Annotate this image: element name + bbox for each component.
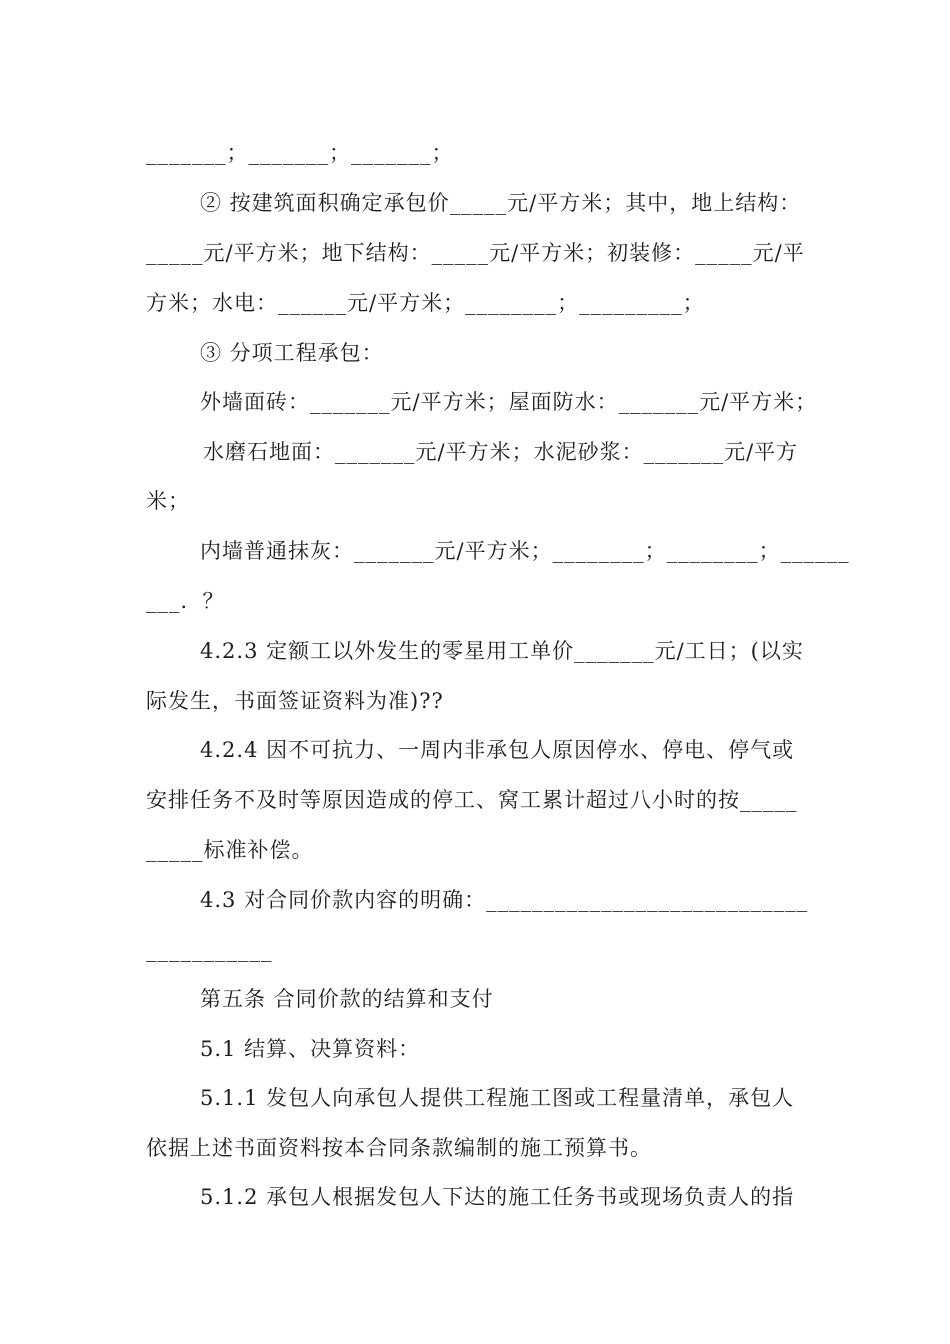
text-line-15: _____标准补偿。 <box>146 838 314 862</box>
text-line-14: 安排任务不及时等原因造成的停工、窝工累计超过八小时的按_____ <box>146 788 798 812</box>
text-line-4: 方米；水电：______元/平方米；________；_________； <box>146 291 705 315</box>
text-line-11: 4.2.3 定额工以外发生的零星用工单价_______元/工日；(以实 <box>200 639 804 663</box>
text-line-19: 5.1 结算、决算资料： <box>200 1037 421 1061</box>
text-line-22: 5.1.2 承包人根据发包人下达的施工任务书或现场负责人的指 <box>200 1185 795 1209</box>
text-line-7: 水磨石地面：_______元/平方米；水泥砂浆：_______元/平方 <box>203 440 799 464</box>
text-line-17: ___________ <box>146 938 273 962</box>
text-line-16: 4.3 对合同价款内容的明确：____________________________ <box>200 888 809 912</box>
text-line-20: 5.1.1 发包人向承包人提供工程施工图或工程量清单，承包人 <box>200 1086 795 1110</box>
text-line-5: ③ 分项工程承包： <box>200 341 384 365</box>
text-line-12: 际发生，书面签证资料为准)?? <box>146 689 444 713</box>
text-line-1: _______；_______；_______； <box>146 141 454 165</box>
text-line-6: 外墙面砖：_______元/平方米；屋面防水：_______元/平方米； <box>200 390 818 414</box>
text-line-2: ② 按建筑面积确定承包价_____元/平方米；其中，地上结构： <box>200 191 802 215</box>
text-line-9: 内墙普通抹灰：_______元/平方米；________；________；______ <box>200 539 850 563</box>
text-line-3: _____元/平方米；地下结构：_____元/平方米；初装修：_____元/平 <box>146 241 805 265</box>
text-line-13: 4.2.4 因不可抗力、一周内非承包人原因停水、停电、停气或 <box>200 738 795 762</box>
text-line-8: 米； <box>146 489 190 513</box>
text-line-10: ___．？ <box>146 589 225 613</box>
section-heading: 第五条 合同价款的结算和支付 <box>200 987 494 1011</box>
text-line-21: 依据上述书面资料按本合同条款编制的施工预算书。 <box>146 1136 652 1160</box>
